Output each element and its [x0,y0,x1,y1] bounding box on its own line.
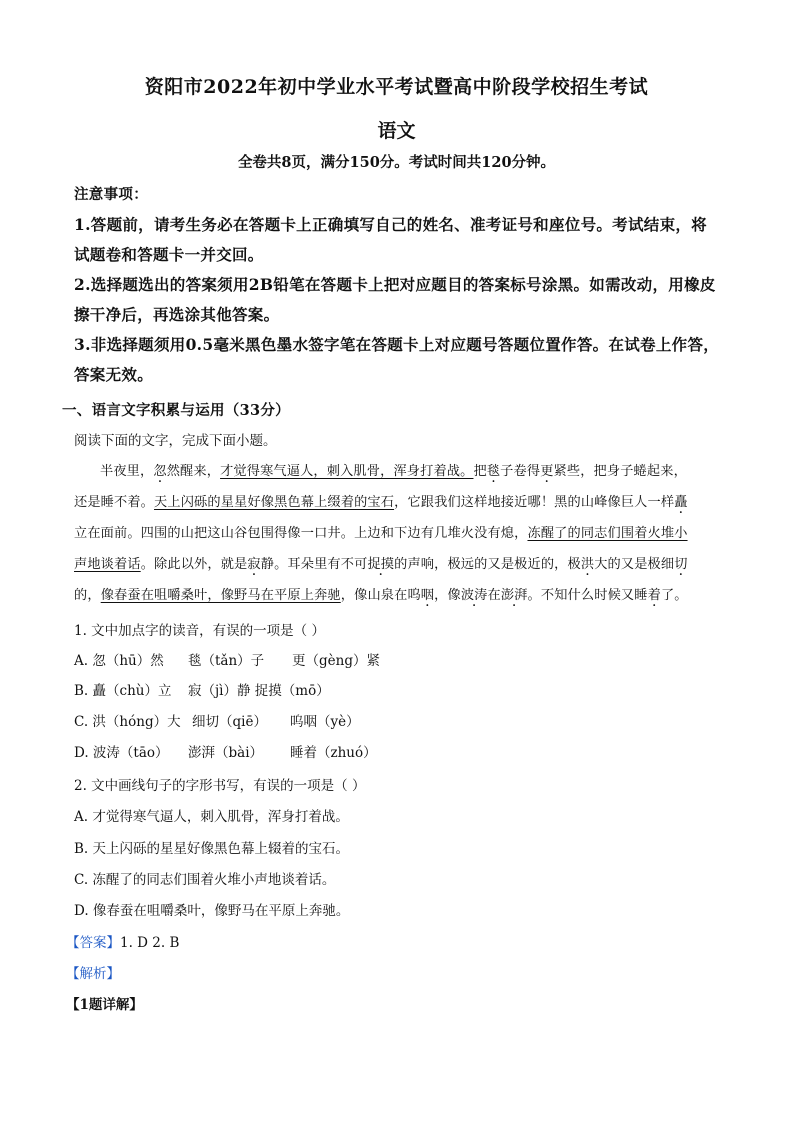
dotted-char-ye: 咽 [420,588,435,603]
underlined-sentence-b: 天上闪砾的星星好像黑色幕上缀着的宝石 [154,495,395,510]
exam-meta: 全卷共8页，满分150分。考试时间共120分钟。 [237,154,556,171]
passage-line-1 [100,460,687,479]
passage-line-3 [74,522,688,541]
exam-title: 资阳市2022年初中学业水平考试暨高中阶段学校招生考试 [144,76,649,98]
note-2-line-2: 擦干净后，再选涂其他答案。 [74,305,280,324]
passage-text: 大的又是极细 [594,557,675,572]
underlined-sentence-d: 像春蚕在咀嚼桑叶，像野马在平原上奔驰 [100,588,341,603]
passage-line-2 [74,491,688,510]
passage-text: 静。耳朵里有不可 [260,557,368,572]
q1-option-a-part-3: 更（gèng）紧 [292,653,380,669]
dotted-char-ji: 寂 [247,557,261,572]
passage-text: 把 [473,464,487,479]
section-1-heading: 一、语言文字积累与运用（33分） [62,402,290,419]
passage-text: ，像 [434,588,461,603]
q1-option-d-part-2: 澎湃（bài） [188,745,264,761]
underlined-sentence-c: 冻醒了的同志们围着火堆小 [527,526,688,541]
answer-tag: 【答案】 [66,935,120,951]
q1-option-b-part-1: B. 矗（chù）立 [74,683,172,699]
subject-title: 语文 [377,120,416,142]
q2-option-c: C. 冻醒了的同志们围着火堆小声地谈着话。 [74,872,336,888]
passage-text: 。除此以外，就是 [140,557,248,572]
passage-text: 在 [487,588,501,603]
q1-option-c-part-1: C. 洪（hóng）大 [74,714,181,730]
dotted-chars-botao: 波涛 [460,588,488,603]
answer-text: 1. D 2. B [120,935,180,951]
dotted-chars-pengpai: 澎湃 [500,588,528,603]
dotted-char-qie: 切 [674,557,688,572]
note-1-line-1: 1.答题前，请考生务必在答题卡上正确填写自己的姓名、准考证号和座位号。考试结束，将 [74,215,707,234]
underlined-sentence-a: 才觉得寒气逼人，刺入肌骨，浑身打着战。 [220,464,474,479]
q1-option-c-part-2: 细切（qiē） [192,714,267,730]
q2-stem: 2. 文中画线句子的字形书写，有误的一项是（ ） [74,778,366,794]
analysis-tag: 【解析】 [66,966,120,982]
passage-text: 了。 [660,588,688,603]
dotted-char-zhe: 着 [647,588,661,603]
q2-option-b: B. 天上闪砾的星星好像黑色幕上辍着的宝石。 [74,841,350,857]
notes-heading: 注意事项： [74,186,148,203]
q1-stem: 1. 文中加点字的读音，有误的一项是（ ） [74,623,325,639]
q1-option-d-part-1: D. 波涛（tāo） [74,745,169,761]
dotted-char-geng: 更 [540,464,554,479]
dotted-chars-zhuomo: 捉摸 [367,557,395,572]
dotted-char-tan: 毯 [486,464,501,479]
q1-option-c-part-3: 呜咽（yè） [290,714,360,730]
passage-text: ，像山泉在呜 [340,588,421,603]
q2-option-d: D. 像春蚕在咀嚼桑叶，像野马在平原上奔驰。 [74,903,350,919]
passage-text: 的， [74,588,101,603]
underlined-sentence-c-end: 声地谈着话 [74,557,141,572]
passage-text: 半夜里， [100,464,154,479]
note-1-line-2: 试题卷和答题卡一并交回。 [74,245,264,264]
passage-text: 还是睡不着。 [74,495,155,510]
note-3-line-2: 答案无效。 [74,365,154,384]
answer-line [66,931,179,951]
detail-heading: 【1题详解】 [66,997,143,1013]
passage-text: 子卷得 [500,464,541,479]
passage-text: ，它跟我们这样地接近哪！黑的山峰像巨人一样 [394,495,675,510]
q1-option-b-part-2: 寂（jì）静 捉摸（mō） [188,683,330,699]
dotted-char-hong: 洪 [580,557,595,572]
passage-line-5 [74,584,688,603]
q2-option-a: A. 才觉得寒气逼人，刺入肌骨，浑身打着战。 [74,809,349,825]
dotted-char-hu: 忽 [153,464,167,479]
section-1-instruction: 阅读下面的文字，完成下面小题。 [74,433,277,449]
passage-text: 紧些，把身子蜷起来， [553,464,687,479]
q1-option-a-part-1: A. 忽（hū）然 [74,653,164,669]
q1-option-a-part-2: 毯（tǎn）子 [188,653,265,669]
passage-text: 立在面前。四围的山把这山谷包围得像一口井。上边和下边有几堆火没有熄， [74,526,528,541]
dotted-char-chu: 矗 [674,495,688,510]
passage-text: 然醒来， [166,464,221,479]
note-3-line-1: 3.非选择题须用0.5毫米黑色墨水签字笔在答题卡上对应题号答题位置作答。在试卷上作答， [74,335,720,354]
passage-text: 。不知什么时候又睡 [527,588,648,603]
passage-line-4 [74,553,688,572]
note-2-line-1: 2.选择题选出的答案须用2B铅笔在答题卡上把对应题目的答案标号涂黑。如需改动，用橡皮 [74,275,716,294]
passage-text: 的声响，极远的又是极近的，极 [394,557,581,572]
q1-option-d-part-3: 睡着（zhuó） [290,745,377,761]
